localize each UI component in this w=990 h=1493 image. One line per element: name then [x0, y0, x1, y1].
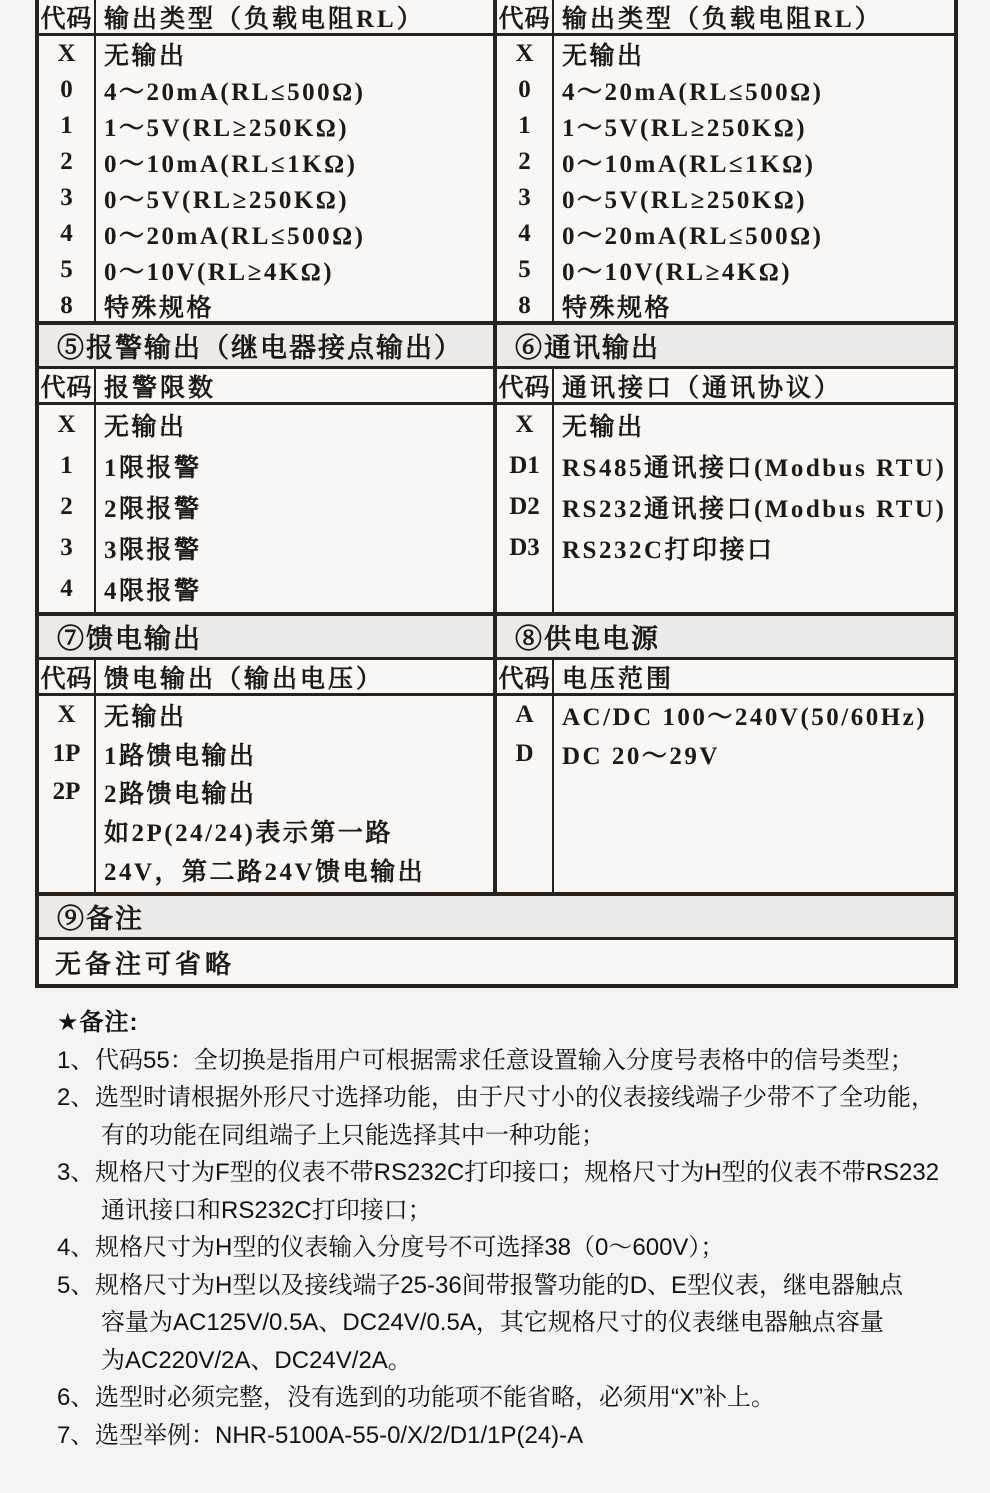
table-row	[497, 696, 954, 735]
selection-tables	[35, 0, 958, 988]
footnote-number: 5、	[57, 1271, 95, 1299]
footnote-line: 选型时必须完整，没有选到的功能项不能省略，必须用“X”补上。	[95, 1384, 775, 1411]
row-code: X	[515, 411, 534, 439]
footnote-item	[57, 1229, 970, 1267]
table-header-row	[39, 0, 493, 36]
row-code: 2	[60, 492, 73, 520]
footnotes	[57, 1004, 970, 1454]
row-desc: 0～5V(RL≥250KΩ)	[562, 187, 808, 214]
footnote-line: 规格尺寸为F型的仪表不带RS232C打印接口；规格尺寸为H型的仪表不带RS232	[95, 1159, 940, 1186]
band-title: ⑤报警输出（继电器接点输出）	[57, 333, 463, 363]
footnote-item	[57, 1379, 970, 1417]
footnote-item	[57, 1154, 970, 1229]
row-code: 1	[518, 112, 531, 139]
column-divider	[94, 660, 96, 892]
table-row	[39, 735, 493, 774]
comm-interface-table	[493, 369, 958, 616]
code-column-header: 代码	[40, 665, 93, 693]
code-column-header: 代码	[498, 665, 551, 693]
row-code: 2	[60, 148, 73, 175]
power-supply-table	[493, 660, 958, 896]
column-divider	[552, 369, 554, 612]
section-band-feed-output	[35, 616, 493, 660]
footnotes-title: ★备注:	[57, 1009, 139, 1036]
row-code: X	[57, 701, 76, 729]
row-code: 5	[60, 256, 73, 283]
row-desc: 0～5V(RL≥250KΩ)	[104, 187, 350, 214]
alarm-limit-table	[35, 369, 493, 616]
table-row	[39, 773, 493, 812]
row-desc: 1～5V(RL≥250KΩ)	[562, 115, 808, 142]
row-desc: 0～20mA(RL≤500Ω)	[562, 223, 824, 250]
band-title: ⑥通讯输出	[515, 333, 660, 363]
band-title: ⑨备注	[57, 904, 144, 934]
table-row	[39, 527, 493, 568]
row-desc: 1限报警	[104, 455, 202, 483]
section-band-comm-output	[493, 325, 958, 369]
footnote-line: 通讯接口和RS232C打印接口；	[101, 1196, 432, 1224]
row-code: A	[515, 701, 534, 729]
row-code: 2	[518, 148, 531, 175]
row-code: 0	[60, 76, 73, 103]
footnote-lines	[95, 1229, 970, 1267]
footnote-item	[57, 1417, 970, 1455]
feed-output-table	[35, 660, 493, 896]
row-code: 1	[60, 452, 73, 480]
footnote-line: 规格尺寸为H型的仪表输入分度号不可选择38（0～600V）；	[95, 1234, 725, 1261]
row-code: 5	[518, 256, 531, 283]
row-code: 8	[518, 292, 531, 319]
row-code: D	[515, 739, 534, 767]
table-row	[39, 446, 493, 487]
row-code: 4	[60, 574, 73, 602]
row-code: X	[57, 40, 76, 67]
row-desc: 无输出	[562, 414, 645, 442]
row-desc: 无输出	[104, 704, 187, 732]
feed-output-header: 馈电输出（输出电压）	[104, 665, 385, 693]
row-desc: 3限报警	[104, 536, 202, 564]
output-type-header: 输出类型（负载电阻RL）	[562, 5, 883, 33]
row-desc: 如2P(24/24)表示第一路	[104, 820, 393, 848]
table-row	[497, 108, 954, 144]
section-band-alarm-output	[35, 325, 493, 369]
band-title: ⑧供电电源	[515, 624, 660, 654]
row-desc: 0～10V(RL≥4KΩ)	[104, 259, 335, 286]
footnote-lines	[95, 1417, 970, 1455]
row-code: 8	[60, 292, 73, 319]
footnote-line: 代码55：全切换是指用户可根据需求任意设置输入分度号表格中的信号类型；	[95, 1046, 914, 1074]
table-row	[497, 36, 954, 72]
comm-interface-header: 通讯接口（通讯协议）	[562, 374, 843, 402]
output-type-header: 输出类型（负载电阻RL）	[104, 5, 425, 33]
table-row	[39, 216, 493, 252]
table-header-row	[497, 369, 954, 405]
row-code: X	[57, 411, 76, 439]
code-column-header: 代码	[40, 5, 93, 33]
table-row	[497, 527, 954, 568]
code-column-header: 代码	[498, 374, 551, 402]
row-code: X	[515, 40, 534, 67]
row-code: 4	[60, 220, 73, 247]
row-desc: RS232通讯接口(Modbus RTU)	[562, 495, 947, 523]
row-desc: 2路馈电输出	[104, 781, 257, 809]
row-desc: 0～10mA(RL≤1KΩ)	[562, 151, 816, 178]
row-code: 2P	[52, 778, 81, 806]
row-desc: 2限报警	[104, 495, 202, 523]
row-code: 4	[518, 220, 531, 247]
footnote-number: 1、	[57, 1046, 95, 1074]
column-divider	[94, 369, 96, 612]
table-body	[39, 36, 493, 324]
alarm-limit-header: 报警限数	[104, 374, 217, 402]
row-code: 3	[60, 184, 73, 211]
table-row	[39, 405, 493, 446]
row-code: 3	[518, 184, 531, 211]
row-code: D2	[509, 492, 540, 520]
remark-note: 无备注可省略	[55, 949, 236, 979]
row-desc: RS232C打印接口	[562, 536, 775, 564]
table-row	[39, 252, 493, 288]
footnote-item	[57, 1042, 970, 1080]
table-row	[497, 72, 954, 108]
table-row	[497, 144, 954, 180]
footnote-line: 有的功能在同组端子上只能选择其中一种功能；	[101, 1121, 605, 1149]
table-header-row	[39, 369, 493, 405]
footnote-number: 6、	[57, 1384, 95, 1411]
footnote-line: 选型时请根据外形尺寸选择功能，由于尺寸小的仪表接线端子少带不了全功能，	[95, 1084, 935, 1111]
row-desc: 4限报警	[104, 577, 202, 605]
footnote-item	[57, 1267, 970, 1380]
table-row	[39, 180, 493, 216]
table-row	[39, 72, 493, 108]
footnote-line: 容量为AC125V/0.5A、DC24V/0.5A，其它规格尺寸的仪表继电器触点容量	[101, 1309, 884, 1336]
table-row	[39, 144, 493, 180]
row-code: 3	[60, 533, 73, 561]
footnote-number: 7、	[57, 1421, 95, 1449]
footnote-item	[57, 1079, 970, 1154]
row-desc: 特殊规格	[562, 295, 673, 322]
footnotes-list	[57, 1042, 970, 1455]
output-table-left	[35, 0, 493, 325]
table-body	[39, 405, 493, 609]
output-table-right	[493, 0, 958, 325]
table-row	[497, 288, 954, 324]
row-desc: RS485通讯接口(Modbus RTU)	[562, 455, 947, 483]
table-body	[39, 696, 493, 889]
table-row	[39, 850, 493, 889]
table-row	[497, 446, 954, 487]
remark-note-row	[35, 940, 958, 988]
footnote-number: 3、	[57, 1159, 95, 1186]
table-row	[39, 36, 493, 72]
row-desc: 24V，第二路24V馈电输出	[104, 858, 426, 886]
row-code: 1	[60, 112, 73, 139]
table-body	[497, 405, 954, 568]
table-row	[497, 487, 954, 528]
footnote-line: 为AC220V/2A、DC24V/2A。	[101, 1346, 412, 1374]
row-desc: 4～20mA(RL≤500Ω)	[562, 79, 824, 106]
section-band-power-supply	[493, 616, 958, 660]
row-desc: 0～10mA(RL≤1KΩ)	[104, 151, 358, 178]
footnote-number: 4、	[57, 1234, 95, 1261]
code-column-header: 代码	[498, 5, 551, 33]
voltage-range-header: 电压范围	[562, 665, 675, 693]
row-desc: AC/DC 100～240V(50/60Hz)	[562, 704, 928, 732]
table-header-row	[497, 660, 954, 696]
row-desc: 特殊规格	[104, 295, 215, 322]
column-divider	[94, 0, 96, 321]
footnote-line: 规格尺寸为H型以及接线端子25-36间带报警功能的D、E型仪表，继电器触点	[95, 1271, 904, 1299]
row-desc: 1路馈电输出	[104, 742, 257, 770]
table-row	[39, 288, 493, 324]
table-row	[497, 405, 954, 446]
footnote-lines	[95, 1267, 970, 1380]
table-header-row	[39, 660, 493, 696]
column-divider	[552, 660, 554, 892]
table-row	[39, 696, 493, 735]
table-row	[39, 487, 493, 528]
row-desc: 1～5V(RL≥250KΩ)	[104, 115, 350, 142]
row-desc: 0～20mA(RL≤500Ω)	[104, 223, 366, 250]
row-desc: DC 20～29V	[562, 742, 720, 770]
table-row	[39, 812, 493, 851]
footnote-number: 2、	[57, 1084, 95, 1111]
column-divider	[552, 0, 554, 321]
table-row	[39, 108, 493, 144]
band-title: ⑦馈电输出	[57, 624, 202, 654]
table-row	[39, 568, 493, 609]
footnote-line: 选型举例：NHR-5100A-55-0/X/2/D1/1P(24)-A	[95, 1421, 584, 1449]
table-row	[497, 180, 954, 216]
row-desc: 0～10V(RL≥4KΩ)	[562, 259, 793, 286]
row-code: D1	[509, 452, 540, 480]
footnote-lines	[95, 1154, 970, 1229]
row-desc: 无输出	[104, 43, 187, 70]
table-body	[497, 696, 954, 773]
section-band-remark	[35, 896, 958, 940]
row-code: D3	[509, 533, 540, 561]
table-row	[497, 216, 954, 252]
table-header-row	[497, 0, 954, 36]
table-body	[497, 36, 954, 324]
table-row	[497, 252, 954, 288]
row-code: 0	[518, 76, 531, 103]
footnote-lines	[95, 1042, 970, 1080]
footnote-lines	[95, 1379, 970, 1417]
row-desc: 无输出	[562, 43, 645, 70]
table-row	[497, 735, 954, 774]
row-code: 1P	[52, 739, 81, 767]
row-desc: 无输出	[104, 414, 187, 442]
row-desc: 4～20mA(RL≤500Ω)	[104, 79, 366, 106]
footnote-lines	[95, 1079, 970, 1154]
code-column-header: 代码	[40, 374, 93, 402]
